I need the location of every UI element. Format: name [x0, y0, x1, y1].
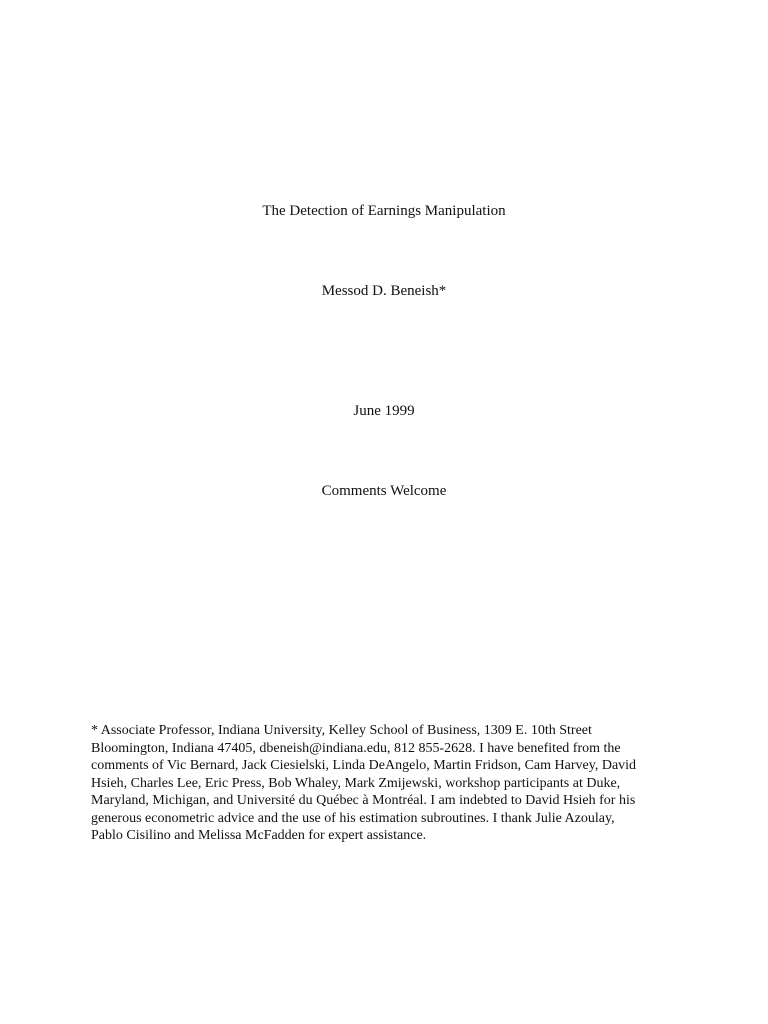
- comments-note: Comments Welcome: [321, 483, 447, 499]
- footnote-line: Hsieh, Charles Lee, Eric Press, Bob Whaley, Mark Zmijewski, workshop participants at Duke,: [91, 775, 621, 791]
- author-footnote: [91, 722, 691, 845]
- publication-date: June 1999: [353, 403, 415, 419]
- footnote-line: * Associate Professor, Indiana University, Kelley School of Business, 1309 E. 10th Street: [91, 723, 592, 738]
- footnote-line: Maryland, Michigan, and Université du Québec à Montréal. I am indebted to David Hsieh for his: [91, 793, 636, 808]
- footnote-line: Pablo Cisilino and Melissa McFadden for expert assistance.: [91, 828, 427, 843]
- footnote-line: generous econometric advice and the use of his estimation subroutines. I thank Julie Azoulay,: [91, 810, 615, 826]
- author-name: Messod D. Beneish*: [321, 283, 447, 299]
- paper-title: The Detection of Earnings Manipulation: [262, 203, 506, 219]
- footnote-line: comments of Vic Bernard, Jack Ciesielski, Linda DeAngelo, Martin Fridson, Cam Harvey, David: [91, 758, 637, 773]
- footnote-line: Bloomington, Indiana 47405, dbeneish@indiana.edu, 812 855-2628. I have benefited from the: [91, 740, 621, 756]
